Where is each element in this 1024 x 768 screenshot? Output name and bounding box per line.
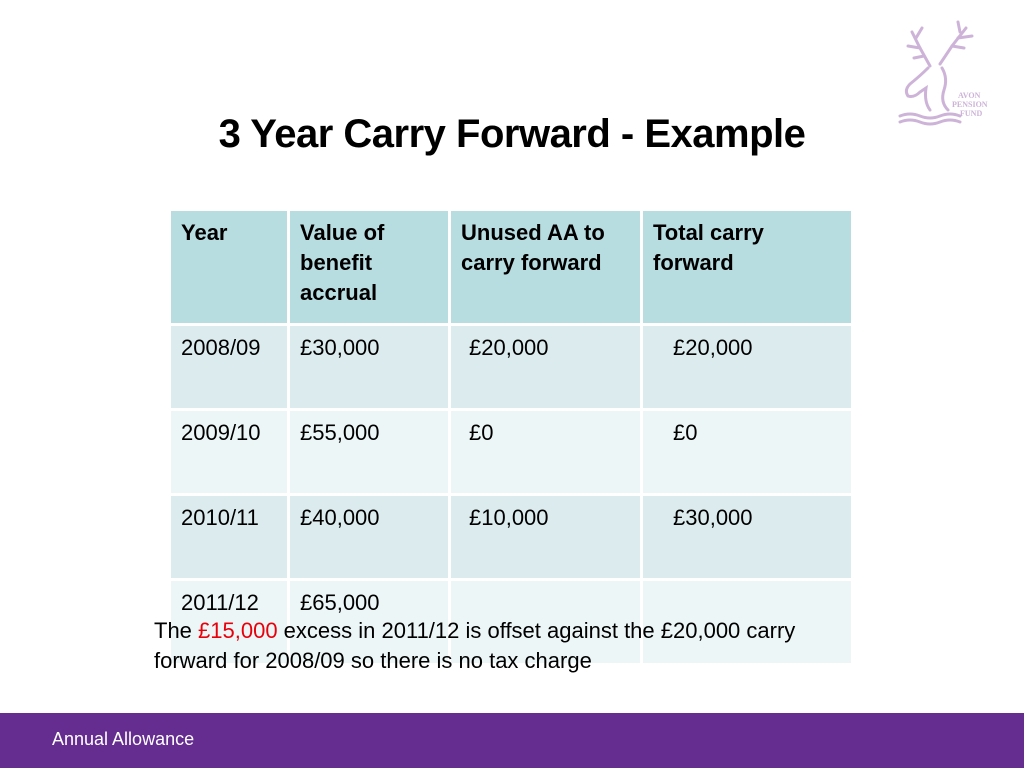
cell-unused-aa: £20,000 (450, 325, 642, 410)
explanation-note (154, 616, 874, 676)
cell-total-carry-forward: £0 (642, 410, 853, 495)
cell-benefit-accrual: £65,000 (289, 580, 450, 665)
logo-text-line-3: FUND (960, 109, 983, 118)
cell-benefit-accrual: £55,000 (289, 410, 450, 495)
table-row (170, 325, 853, 410)
table-row (170, 495, 853, 580)
slide-title: 3 Year Carry Forward - Example (218, 112, 806, 156)
note-highlight-amount: £15,000 (198, 618, 278, 643)
footer-bar (0, 713, 1024, 768)
cell-year: 2008/09 (170, 325, 289, 410)
footer-label: Annual Allowance (52, 729, 195, 749)
table-header-row (170, 210, 853, 325)
cell-benefit-accrual: £40,000 (289, 495, 450, 580)
header-year: Year (170, 210, 289, 325)
cell-benefit-accrual: £30,000 (289, 325, 450, 410)
cell-unused-aa: £0 (450, 410, 642, 495)
header-unused-aa: Unused AA to carry forward (450, 210, 642, 325)
cell-year: 2010/11 (170, 495, 289, 580)
logo-text-line-2: PENSION (952, 100, 988, 109)
table-row (170, 410, 853, 495)
cell-total-carry-forward: £20,000 (642, 325, 853, 410)
note-prefix: The (154, 618, 199, 643)
cell-year: 2009/10 (170, 410, 289, 495)
carry-forward-table (168, 208, 854, 666)
logo-text-line-1: AVON (958, 91, 981, 100)
note-suffix: excess in 2011/12 is offset against the £20,000 carry forward for 2008/09 so there is no tax charge (154, 618, 796, 673)
cell-year: 2011/12 (170, 580, 289, 665)
header-benefit-accrual: Value of benefit accrual (289, 210, 450, 325)
header-total-carry-forward: Total carry forward (642, 210, 853, 325)
cell-total-carry-forward: £30,000 (642, 495, 853, 580)
cell-unused-aa: £10,000 (450, 495, 642, 580)
